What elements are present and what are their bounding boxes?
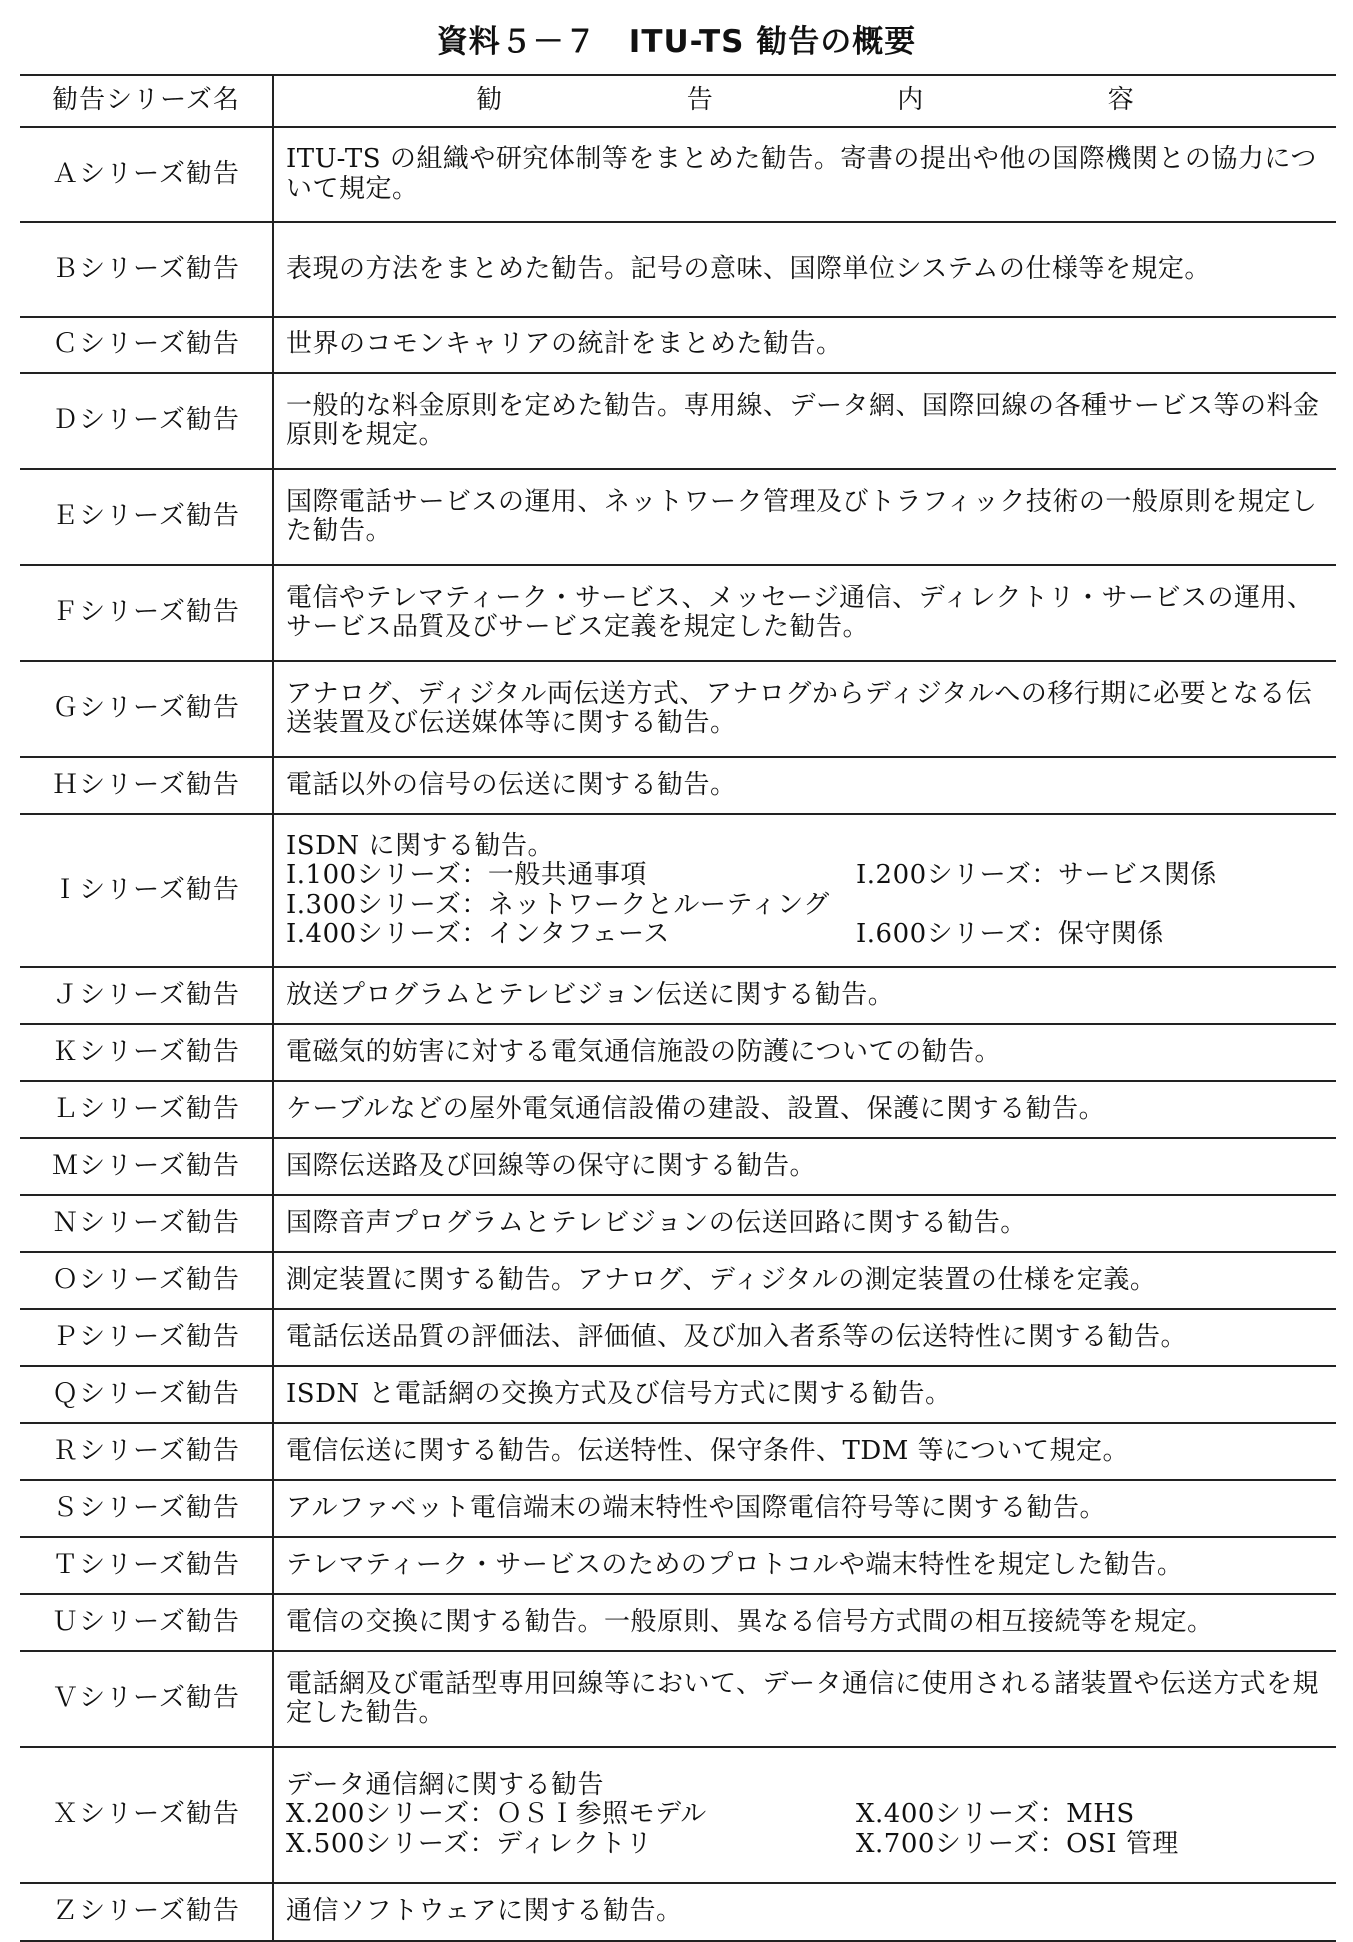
header-content-char: 内: [897, 85, 924, 116]
series-name: Ｇシリーズ勧告: [20, 661, 273, 757]
series-name: Ｑシリーズ勧告: [20, 1366, 273, 1423]
series-name: Ｂシリーズ勧告: [20, 222, 273, 317]
series-name: Ｚシリーズ勧告: [20, 1883, 273, 1941]
header-content-char: 勧: [476, 85, 503, 116]
table-row: [20, 757, 1336, 814]
series-name: Ａシリーズ勧告: [20, 127, 273, 222]
table-row: [20, 373, 1336, 469]
series-description: 電話以外の信号の伝送に関する勧告。: [273, 757, 1336, 814]
series-intro: データ通信網に関する勧告: [286, 1769, 605, 1800]
series-description: 一般的な料金原則を定めた勧告。専用線、データ網、国際回線の各種サービス等の料金原則を規定。: [273, 373, 1336, 469]
table-row: [20, 1537, 1336, 1594]
series-name: Ｒシリーズ勧告: [20, 1423, 273, 1480]
table-row: [20, 814, 1336, 967]
table-row: [20, 1651, 1336, 1747]
sub-series-item: X.500シリーズ：ディレクトリ: [286, 1828, 653, 1859]
series-name: Ｋシリーズ勧告: [20, 1024, 273, 1081]
series-description: 電話網及び電話型専用回線等において、データ通信に使用される諸装置や伝送方式を規定した勧告。: [273, 1651, 1336, 1747]
series-description: 表現の方法をまとめた勧告。記号の意味、国際単位システムの仕様等を規定。: [273, 222, 1336, 317]
series-intro: ISDN に関する勧告。: [286, 830, 554, 861]
series-description: 放送プログラムとテレビジョン伝送に関する勧告。: [273, 967, 1336, 1024]
table-row: [20, 222, 1336, 317]
series-description: アルファベット電信端末の端末特性や国際電信符号等に関する勧告。: [273, 1480, 1336, 1537]
series-description: 通信ソフトウェアに関する勧告。: [273, 1883, 1336, 1941]
series-name: Ｐシリーズ勧告: [20, 1309, 273, 1366]
series-description: 電信の交換に関する勧告。一般原則、異なる信号方式間の相互接続等を規定。: [273, 1594, 1336, 1651]
series-description: 電信伝送に関する勧告。伝送特性、保守条件、TDM 等について規定。: [273, 1423, 1336, 1480]
table-row: [20, 127, 1336, 222]
table-row: [20, 1423, 1336, 1480]
sub-series-grid: [286, 1800, 1328, 1859]
sub-series-item: I.400シリーズ：インタフェース: [286, 918, 670, 949]
table-header-row: [20, 75, 1336, 127]
series-description: 国際電話サービスの運用、ネットワーク管理及びトラフィック技術の一般原則を規定した勧告。: [273, 469, 1336, 565]
series-description: ケーブルなどの屋外電気通信設備の建設、設置、保護に関する勧告。: [273, 1081, 1336, 1138]
series-name: Ｕシリーズ勧告: [20, 1594, 273, 1651]
series-description: ISDN と電話網の交換方式及び信号方式に関する勧告。: [273, 1366, 1336, 1423]
series-description: 世界のコモンキャリアの統計をまとめた勧告。: [273, 317, 1336, 373]
table-row: [20, 1138, 1336, 1195]
sub-series-grid: [286, 861, 1328, 949]
series-description: 電話伝送品質の評価法、評価値、及び加入者系等の伝送特性に関する勧告。: [273, 1309, 1336, 1366]
series-name: Ｈシリーズ勧告: [20, 757, 273, 814]
series-name: Ｓシリーズ勧告: [20, 1480, 273, 1537]
table-row: [20, 1883, 1336, 1941]
sub-series-item: I.600シリーズ：保守関係: [856, 918, 1164, 949]
series-name: Ｍシリーズ勧告: [20, 1138, 273, 1195]
table-row: [20, 1081, 1336, 1138]
series-name: Ｏシリーズ勧告: [20, 1252, 273, 1309]
sub-series-item: [856, 891, 1328, 920]
table-row: [20, 1309, 1336, 1366]
series-description: ITU-TS の組織や研究体制等をまとめた勧告。寄書の提出や他の国際機関との協力について規定。: [273, 127, 1336, 222]
sub-series-item: X.400シリーズ：MHS: [856, 1799, 1135, 1830]
series-name: Ｅシリーズ勧告: [20, 469, 273, 565]
table-row: [20, 1366, 1336, 1423]
series-name: Ｉシリーズ勧告: [20, 814, 273, 967]
sub-series-item: I.200シリーズ：サービス関係: [856, 860, 1217, 891]
table-row: [20, 967, 1336, 1024]
series-name: Ｎシリーズ勧告: [20, 1195, 273, 1252]
series-name: Ｔシリーズ勧告: [20, 1537, 273, 1594]
table-row: [20, 1480, 1336, 1537]
series-description: アナログ、ディジタル両伝送方式、アナログからディジタルへの移行期に必要となる伝送装置及び伝送媒体等に関する勧告。: [273, 661, 1336, 757]
series-description: 国際音声プログラムとテレビジョンの伝送回路に関する勧告。: [273, 1195, 1336, 1252]
sub-series-item: X.700シリーズ：OSI 管理: [856, 1828, 1179, 1859]
series-name: Ｃシリーズ勧告: [20, 317, 273, 373]
page-title: 資料５－７ ITU-TS 勧告の概要: [436, 24, 917, 60]
sub-series-item: X.200シリーズ：ＯＳＩ参照モデル: [286, 1799, 707, 1830]
table-row: [20, 1195, 1336, 1252]
table-row: [20, 317, 1336, 373]
header-content-char: 告: [686, 85, 713, 116]
series-name: Ｘシリーズ勧告: [20, 1747, 273, 1883]
series-description: [273, 814, 1336, 967]
table-row: [20, 1252, 1336, 1309]
recommendation-table: [20, 74, 1336, 1942]
series-name: Ｖシリーズ勧告: [20, 1651, 273, 1747]
series-name: Ｌシリーズ勧告: [20, 1081, 273, 1138]
series-description: [273, 1747, 1336, 1883]
table-row: [20, 565, 1336, 661]
table-row: [20, 1747, 1336, 1883]
series-description: 国際伝送路及び回線等の保守に関する勧告。: [273, 1138, 1336, 1195]
series-description: 電信やテレマティーク・サービス、メッセージ通信、ディレクトリ・サービスの運用、サービス品質及びサービス定義を規定した勧告。: [273, 565, 1336, 661]
header-content-char: 容: [1107, 85, 1134, 116]
table-row: [20, 469, 1336, 565]
series-name: Ｄシリーズ勧告: [20, 373, 273, 469]
table-row: [20, 1024, 1336, 1081]
header-content: [273, 75, 1336, 127]
series-name: Ｊシリーズ勧告: [20, 967, 273, 1024]
sub-series-item: I.300シリーズ：ネットワークとルーティング: [286, 889, 830, 920]
table-row: [20, 661, 1336, 757]
table-row: [20, 1594, 1336, 1651]
series-description: 電磁気的妨害に対する電気通信施設の防護についての勧告。: [273, 1024, 1336, 1081]
header-series-name: 勧告シリーズ名: [20, 75, 273, 127]
series-description: 測定装置に関する勧告。アナログ、ディジタルの測定装置の仕様を定義。: [273, 1252, 1336, 1309]
sub-series-item: I.100シリーズ：一般共通事項: [286, 860, 647, 891]
series-name: Ｆシリーズ勧告: [20, 565, 273, 661]
series-description: テレマティーク・サービスのためのプロトコルや端末特性を規定した勧告。: [273, 1537, 1336, 1594]
